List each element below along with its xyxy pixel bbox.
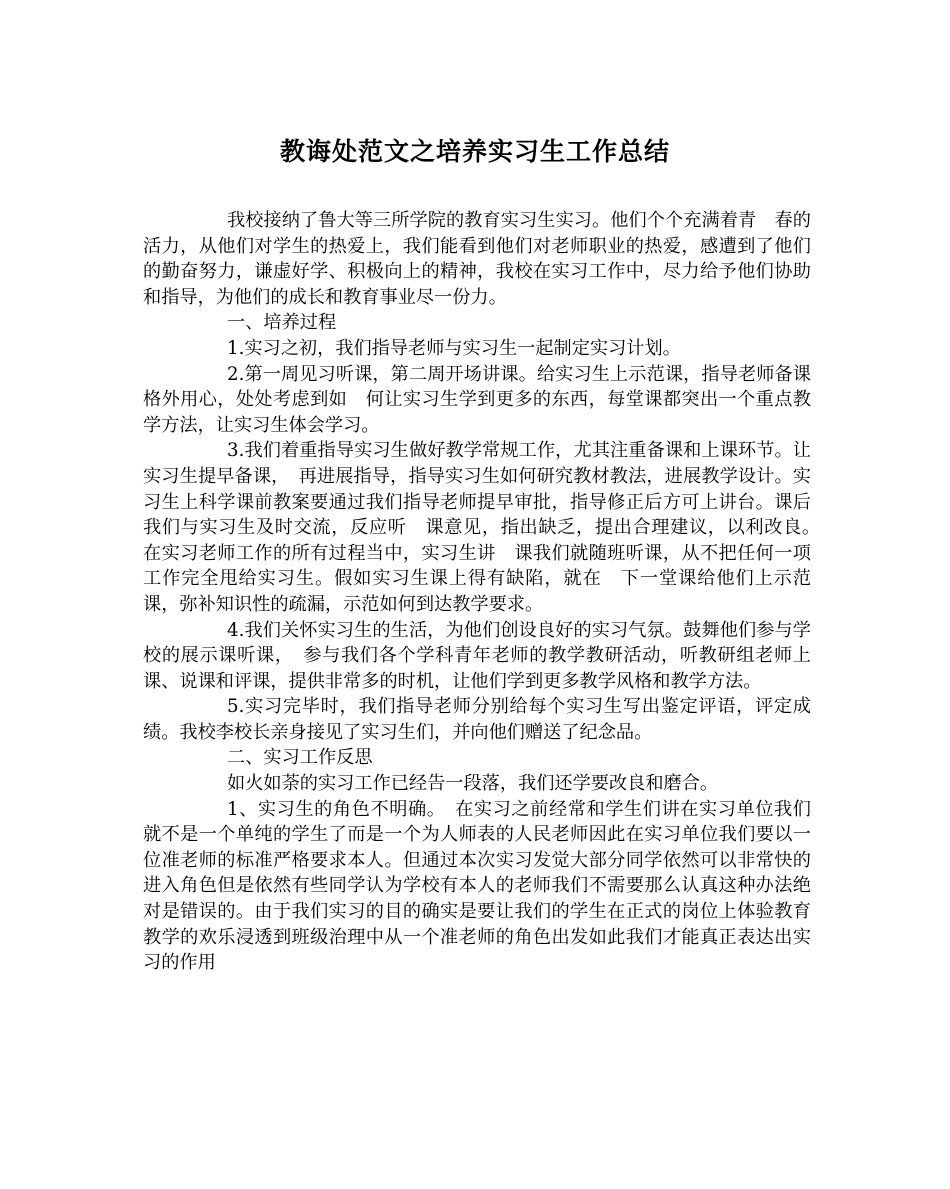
paragraph-item-2: 2.第一周见习听课，第二周开场讲课。给实习生上示范课，指导老师备课格外用心，处处考虑到如 何让实习生学到更多的东西，每堂课都突出一个重点教学方法，让实习生体会学习。 <box>143 363 811 436</box>
paragraph-reflection-1: 1、实习生的角色不明确。 在实习之前经常和学生们讲在实习单位我们就不是一个单纯的学生了而是一个为人师表的人民老师因此在实习单位我们要以一位准老师的标准严格要求本人。但通过本次实习发觉大部分同学依然可以非常快的进入角色但是依然有些同学认为学校有本人的老师我们不需要那么认真这种办法绝对是错误的。由于我们实习的目的确实是要让我们的学生在正式的岗位上体验教育教学的欢乐浸透到班级治理中从一个准老师的角色出发如此我们才能真正表达出实习的作用 <box>143 798 811 974</box>
section-heading-process: 一、培养过程 <box>227 312 337 334</box>
paragraph-reflection-intro: 如火如荼的实习工作已经告一段落，我们还学要改良和磨合。 <box>227 773 719 795</box>
paragraph-item-1: 1.实习之初，我们指导老师与实习生一起制定实习计划。 <box>227 337 681 359</box>
document-title: 教诲处范文之培养实习生工作总结 <box>279 137 670 166</box>
paragraph-item-5: 5.实习完毕时，我们指导老师分别给每个实习生写出鉴定评语，评定成绩。我校李校长亲身接见了实习生们，并向他们赠送了纪念品。 <box>143 696 811 743</box>
section-heading-reflection: 二、实习工作反思 <box>227 747 373 769</box>
document-body <box>143 208 830 976</box>
paragraph-item-3: 3.我们着重指导实习生做好教学常规工作，尤其注重备课和上课环节。让实习生提早备课， 再进展指导，指导实习生如何研究教材教法，进展教学设计。实习生上科学课前教案要通过我们指导老师提早审批，指导修正后方可上讲台。课后我们与实习生及时交流，反应听 课意见，指出缺乏，提出合理建议，以利改良。 在实习老师工作的所有过程当中，实习生讲 课我们就随班听课，从不把任何一项工作完全甩给实习生。假如实习生课上得有缺陷，就在 下一堂课给他们上示范课，弥补知识性的疏漏，示范如何到达教学要求。 <box>143 440 830 615</box>
paragraph-item-4: 4.我们关怀实习生的生活，为他们创设良好的实习气氛。鼓舞他们参与学校的展示课听课， 参与我们各个学科青年老师的教学教研活动，听教研组老师上课、说课和评课，提供非常多的时机，让他们学到更多教学风格和教学方法。 <box>143 619 811 692</box>
paragraph-intro: 我校接纳了鲁大等三所学院的教育实习生实习。他们个个充满着青 春的活力，从他们对学生的热爱上，我们能看到他们对老师职业的热爱，感遭到了他们的勤奋努力，谦虚好学、积极向上的精神，我校在实习工作中，尽力给予他们协助和指导，为他们的成长和教育事业尽一份力。 <box>143 210 811 308</box>
